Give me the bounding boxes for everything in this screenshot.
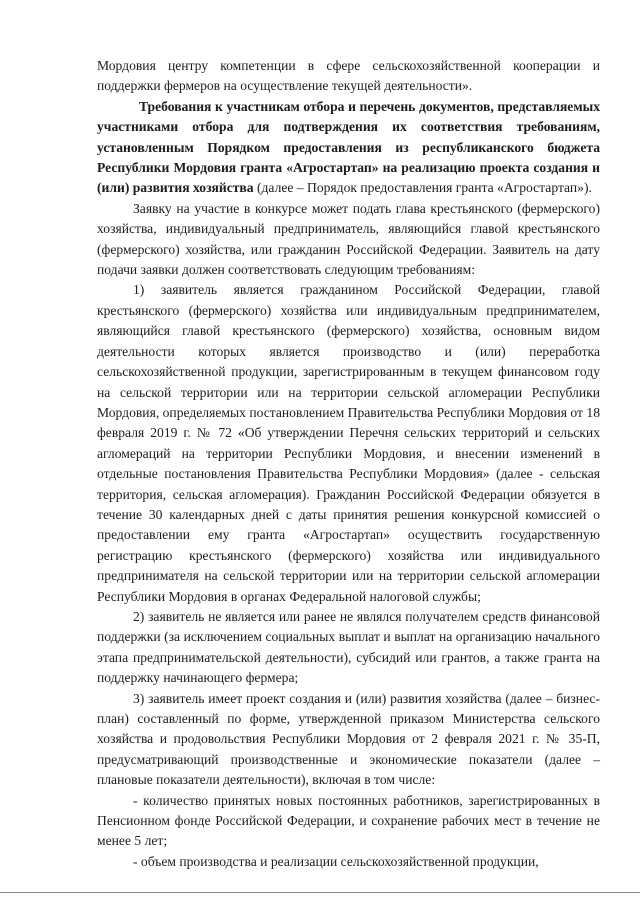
paragraph-applicants: Заявку на участие в конкурсе может подать глава крестьянского (фермерского) хозяйства, индивидуальный предприниматель, являющийся главой крестьянского (фермерского) хозяйства, или гражданин Российской Федерации. Заявитель на дату подачи заявки должен соответствовать следующим требованиям: xyxy=(97,200,600,278)
paragraph-requirements-heading xyxy=(97,97,600,199)
indicator-item-employees: - количество принятых новых постоянных работников, зарегистрированных в Пенсионном фонде Российской Федерации, и сохранение рабочих мест в течение не менее 5 лет; xyxy=(97,792,600,849)
document-body xyxy=(97,56,600,872)
requirement-item-3: 3) заявитель имеет проект создания и (или) развития хозяйства (далее – бизнес-план) составленный по форме, утвержденной приказом Министерства сельского хозяйства и продовольствия Республики Мордовия от 2 февраля 2021 г. № 35-П, предусматривающий производственные и экономические показатели (далее – плановые показатели деятельности), включая в том числе: xyxy=(97,690,600,788)
page-bottom-divider xyxy=(0,892,640,893)
requirements-heading-bold: Требования к участникам отбора и перечень документов, представляемых участниками отбора для подтверждения их соответствия требованиям, установленным Порядком предоставления из республиканского бюджета Республики Мордовия гранта «Агростартап» на реализацию проекта создания и (или) развития хозяйства xyxy=(97,98,600,196)
requirements-heading-note: (далее – Порядок предоставления гранта «Агростартап»). xyxy=(253,180,592,196)
paragraph-continuation: Мордовия центру компетенции в сфере сельскохозяйственной кооперации и поддержки фермеров на осуществление текущей деятельности». xyxy=(97,58,600,94)
requirement-item-2: 2) заявитель не является или ранее не являлся получателем средств финансовой поддержки (за исключением социальных выплат и выплат на организацию начального этапа предпринимательской деятельности), субсидий или грантов, а также гранта на поддержку начинающего фермера; xyxy=(97,608,600,686)
requirement-item-1: 1) заявитель является гражданином Российской Федерации, главой крестьянского (фермерского) хозяйства или индивидуальным предпринимателем, являющийся главой крестьянского (фермерского) хозяйства, основным видом деятельности которых является производство и (или) переработка сельскохозяйственной продукции, зарегистрированным в текущем финансовом году на сельской территории или на территории сельской агломерации Республики Мордовия, определяемых постановлением Правительства Республики Мордовия от 18 февраля 2019 г. № 72 «Об утверждении Перечня сельских территорий и сельских агломераций на территории Республики Мордовия, и внесении изменений в отдельные постановления Правительства Республики Мордовия» (далее - сельская территория, сельская агломерация). Гражданин Российской Федерации обязуется в течение 30 календарных дней с даты принятия решения конкурсной комиссией о предоставлении ему гранта «Агростартап» осуществить государственную регистрацию крестьянского (фермерского) хозяйства или индивидуального предпринимателя на сельской территории или на территории сельской агломерации Республики Мордовия в органах Федеральной налоговой службы; xyxy=(97,282,600,604)
indicator-item-production: - объем производства и реализации сельскохозяйственной продукции, xyxy=(133,853,539,869)
